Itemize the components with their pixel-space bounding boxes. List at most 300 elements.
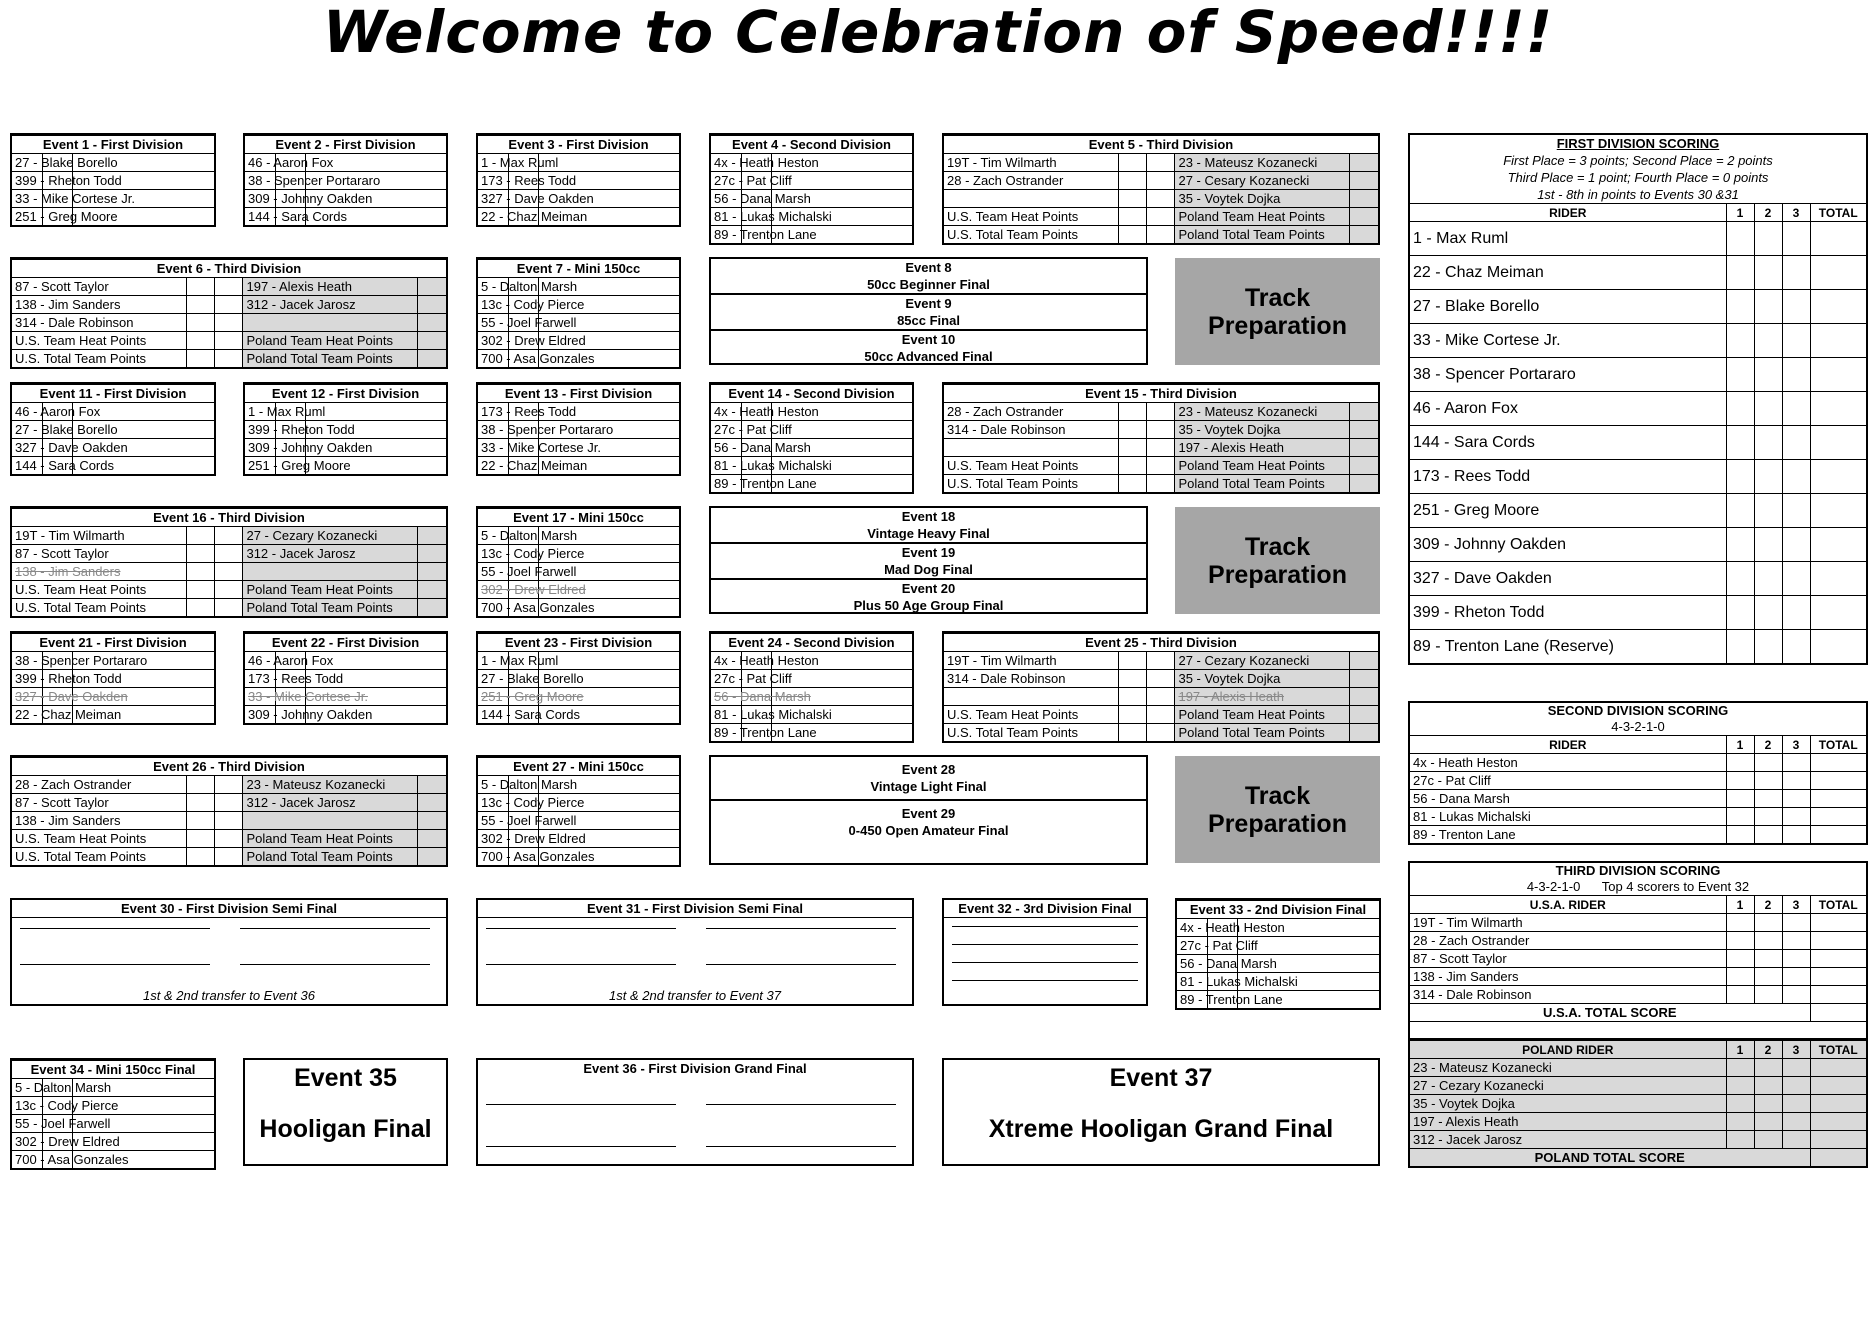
finals-stack-s1 [709, 257, 1148, 365]
points-cell[interactable] [1782, 256, 1810, 290]
column-header: TOTAL [1810, 736, 1866, 754]
score-cell[interactable] [1119, 190, 1147, 208]
points-cell[interactable] [1810, 324, 1866, 358]
poland-rider-cell: Poland Total Team Points [1175, 475, 1350, 493]
points-cell[interactable] [1782, 528, 1810, 562]
event-box-e2 [243, 133, 448, 227]
us-rider-cell [944, 688, 1119, 706]
points-cell[interactable] [1754, 790, 1782, 808]
rider-cell: 302 - Drew Eldred [478, 332, 508, 350]
points-cell[interactable] [1782, 460, 1810, 494]
score-cell[interactable] [1350, 208, 1378, 226]
score-cell[interactable] [187, 848, 215, 866]
points-cell[interactable] [1754, 932, 1782, 950]
score-cell[interactable] [1119, 724, 1147, 742]
points-cell[interactable] [1810, 630, 1866, 664]
score-cell[interactable] [418, 812, 446, 830]
points-cell[interactable] [1782, 596, 1810, 630]
points-cell[interactable] [1726, 222, 1754, 256]
points-cell[interactable] [1726, 808, 1754, 826]
event-title: Event 1 - First Division [12, 136, 214, 154]
score-cell[interactable] [1237, 937, 1379, 955]
points-cell[interactable] [1754, 968, 1782, 986]
points-cell[interactable] [1782, 392, 1810, 426]
points-cell[interactable] [1754, 808, 1782, 826]
rider-cell: 173 - Rees Todd [478, 403, 508, 421]
poland-total-score-value[interactable] [1810, 1149, 1866, 1167]
points-cell[interactable] [1754, 290, 1782, 324]
points-cell[interactable] [1754, 256, 1782, 290]
points-cell[interactable] [1810, 1095, 1866, 1113]
us-rider-cell: U.S. Total Team Points [12, 599, 187, 617]
score-cell[interactable] [1147, 670, 1175, 688]
score-cell[interactable] [1119, 208, 1147, 226]
points-cell[interactable] [1726, 932, 1754, 950]
blank-line[interactable] [20, 928, 210, 929]
column-header: 3 [1782, 736, 1810, 754]
score-cell[interactable] [1147, 172, 1175, 190]
points-cell[interactable] [1810, 358, 1866, 392]
track-preparation-block: Track Preparation [1175, 756, 1380, 863]
final-event-number: Event 18 [901, 509, 956, 524]
points-cell[interactable] [1782, 290, 1810, 324]
points-cell[interactable] [1810, 426, 1866, 460]
points-cell[interactable] [1726, 1095, 1754, 1113]
score-cell[interactable] [215, 794, 243, 812]
rider-cell: 22 - Chaz Meiman [12, 706, 42, 724]
rider-cell: 700 - Asa Gonzales [478, 848, 508, 866]
event-title: Event 34 - Mini 150cc Final [12, 1061, 214, 1079]
blank-line[interactable] [20, 964, 210, 965]
score-cell[interactable] [187, 314, 215, 332]
points-cell[interactable] [1754, 494, 1782, 528]
score-cell[interactable] [1119, 172, 1147, 190]
points-cell[interactable] [1782, 932, 1810, 950]
score-cell[interactable] [1350, 439, 1378, 457]
points-cell[interactable] [1726, 1113, 1754, 1131]
points-cell[interactable] [1782, 986, 1810, 1004]
event-box-e1 [10, 133, 216, 227]
score-cell[interactable] [1147, 439, 1175, 457]
rider-cell: 4x - Heath Heston [711, 652, 741, 670]
points-cell[interactable] [1810, 460, 1866, 494]
blank-line[interactable] [952, 926, 1138, 927]
points-cell[interactable] [1726, 426, 1754, 460]
score-cell[interactable] [1350, 457, 1378, 475]
points-cell[interactable] [1754, 1059, 1782, 1077]
page-title: Welcome to Celebration of Speed!!!! [322, 0, 1554, 66]
score-cell[interactable] [418, 278, 446, 296]
score-cell[interactable] [187, 332, 215, 350]
final-event-number: Event 10 [901, 332, 956, 347]
score-cell[interactable] [1147, 403, 1175, 421]
points-cell[interactable] [1754, 914, 1782, 932]
us-rider-cell: 138 - Jim Sanders [12, 296, 187, 314]
points-cell[interactable] [1810, 1059, 1866, 1077]
blank-line[interactable] [952, 962, 1138, 963]
points-cell[interactable] [1782, 754, 1810, 772]
final-event-number: Event 9 [905, 296, 952, 311]
points-cell[interactable] [1782, 914, 1810, 932]
blank-line[interactable] [486, 928, 676, 929]
score-cell[interactable] [187, 581, 215, 599]
points-cell[interactable] [1726, 1131, 1754, 1149]
points-cell[interactable] [1726, 630, 1754, 664]
score-cell[interactable] [418, 599, 446, 617]
points-cell[interactable] [1754, 986, 1782, 1004]
score-cell[interactable] [1119, 688, 1147, 706]
scoring-rider-cell: 23 - Mateusz Kozanecki [1410, 1059, 1726, 1077]
points-cell[interactable] [1754, 1113, 1782, 1131]
score-cell[interactable] [187, 527, 215, 545]
points-cell[interactable] [1810, 790, 1866, 808]
blank-line[interactable] [706, 1146, 896, 1147]
points-cell[interactable] [1810, 1131, 1866, 1149]
score-cell[interactable] [187, 350, 215, 368]
points-cell[interactable] [1726, 324, 1754, 358]
points-cell[interactable] [1810, 914, 1866, 932]
us-rider-cell: 28 - Zach Ostrander [944, 172, 1119, 190]
blank-line[interactable] [486, 1104, 676, 1105]
final-event [711, 508, 1146, 544]
points-cell[interactable] [1726, 826, 1754, 844]
score-cell[interactable] [771, 172, 912, 190]
rider-cell: 27c - Pat Cliff [711, 172, 741, 190]
points-cell[interactable] [1754, 1077, 1782, 1095]
score-cell[interactable] [771, 670, 912, 688]
points-cell[interactable] [1810, 392, 1866, 426]
points-cell[interactable] [1782, 790, 1810, 808]
score-cell[interactable] [187, 296, 215, 314]
rider-cell: 56 - Dana Marsh [711, 688, 741, 706]
event-box-e14 [709, 382, 914, 494]
score-cell[interactable] [1147, 724, 1175, 742]
points-cell[interactable] [1726, 256, 1754, 290]
score-cell[interactable] [418, 581, 446, 599]
score-cell[interactable] [1147, 706, 1175, 724]
score-cell[interactable] [1147, 475, 1175, 493]
score-cell[interactable] [187, 278, 215, 296]
points-cell[interactable] [1754, 392, 1782, 426]
points-cell[interactable] [1726, 1059, 1754, 1077]
scoring-rider-cell: 144 - Sara Cords [1410, 426, 1726, 460]
points-cell[interactable] [1726, 290, 1754, 324]
score-cell[interactable] [418, 314, 446, 332]
blank-line[interactable] [706, 928, 896, 929]
score-cell[interactable] [418, 848, 446, 866]
blank-line[interactable] [706, 964, 896, 965]
score-cell[interactable] [418, 794, 446, 812]
score-cell[interactable] [1350, 172, 1378, 190]
score-cell[interactable] [187, 545, 215, 563]
final-event-name: 50cc Advanced Final [864, 349, 993, 364]
points-cell[interactable] [1726, 950, 1754, 968]
score-cell[interactable] [1119, 439, 1147, 457]
score-cell[interactable] [215, 563, 243, 581]
score-cell[interactable] [1350, 403, 1378, 421]
score-cell[interactable] [1350, 688, 1378, 706]
event-box-e36 [476, 1058, 914, 1166]
spacer [1410, 1021, 1866, 1040]
score-cell[interactable] [1147, 652, 1175, 670]
points-cell[interactable] [1726, 1077, 1754, 1095]
points-cell[interactable] [1726, 392, 1754, 426]
event-title: Event 30 - First Division Semi Final [12, 900, 446, 918]
points-cell[interactable] [1726, 528, 1754, 562]
blank-line[interactable] [240, 928, 430, 929]
points-cell[interactable] [1726, 772, 1754, 790]
rider-cell: 327 - Dave Oakden [478, 190, 508, 208]
score-cell[interactable] [215, 581, 243, 599]
score-cell[interactable] [1147, 190, 1175, 208]
score-cell[interactable] [215, 812, 243, 830]
scoring-rider-cell: 27 - Blake Borello [1410, 290, 1726, 324]
rider-cell: 89 - Trenton Lane [711, 226, 741, 244]
score-cell[interactable] [1350, 475, 1378, 493]
points-cell[interactable] [1726, 968, 1754, 986]
score-cell[interactable] [771, 421, 912, 439]
scoring-rider-cell: 22 - Chaz Meiman [1410, 256, 1726, 290]
points-cell[interactable] [1810, 256, 1866, 290]
score-cell[interactable] [1350, 724, 1378, 742]
scoring-rider-cell: 28 - Zach Ostrander [1410, 932, 1726, 950]
points-cell[interactable] [1810, 1077, 1866, 1095]
points-cell[interactable] [1726, 914, 1754, 932]
score-cell[interactable] [215, 278, 243, 296]
points-cell[interactable] [1754, 460, 1782, 494]
points-cell[interactable] [1810, 596, 1866, 630]
score-cell[interactable] [1350, 154, 1378, 172]
points-cell[interactable] [1782, 1113, 1810, 1131]
score-cell[interactable] [418, 830, 446, 848]
third-division-scoring [1408, 861, 1868, 1168]
column-header: TOTAL [1810, 204, 1866, 222]
points-cell[interactable] [1726, 460, 1754, 494]
event-title: Event 36 - First Division Grand Final [583, 1061, 807, 1076]
blank-line[interactable] [486, 964, 676, 965]
points-cell[interactable] [1782, 562, 1810, 596]
points-cell[interactable] [1810, 494, 1866, 528]
score-cell[interactable] [1147, 688, 1175, 706]
transfer-note: 1st & 2nd transfer to Event 36 [143, 988, 315, 1003]
score-cell[interactable] [1350, 226, 1378, 244]
points-cell[interactable] [1726, 754, 1754, 772]
score-cell[interactable] [215, 599, 243, 617]
points-cell[interactable] [1782, 324, 1810, 358]
rider-cell: 89 - Trenton Lane [711, 475, 741, 493]
us-rider-cell [944, 190, 1119, 208]
score-cell[interactable] [215, 527, 243, 545]
score-cell[interactable] [538, 652, 679, 670]
poland-rider-cell: 197 - Alexis Heath [1175, 688, 1350, 706]
rider-cell: 700 - Asa Gonzales [478, 350, 508, 368]
column-header: 3 [1782, 896, 1810, 914]
score-cell[interactable] [1119, 154, 1147, 172]
points-cell[interactable] [1782, 808, 1810, 826]
points-cell[interactable] [1754, 630, 1782, 664]
score-cell[interactable] [1119, 670, 1147, 688]
blank-line[interactable] [952, 944, 1138, 945]
score-cell[interactable] [418, 332, 446, 350]
points-cell[interactable] [1754, 1095, 1782, 1113]
poland-rider-cell: Poland Total Team Points [1175, 724, 1350, 742]
points-cell[interactable] [1782, 968, 1810, 986]
us-rider-cell: 314 - Dale Robinson [944, 421, 1119, 439]
score-cell[interactable] [1147, 208, 1175, 226]
points-cell[interactable] [1782, 1059, 1810, 1077]
score-cell[interactable] [1147, 226, 1175, 244]
score-cell[interactable] [187, 830, 215, 848]
rider-cell: 4x - Heath Heston [711, 403, 741, 421]
score-cell[interactable] [1350, 190, 1378, 208]
score-cell[interactable] [418, 350, 446, 368]
score-cell[interactable] [1119, 421, 1147, 439]
rider-cell: 33 - Mike Cortese Jr. [12, 190, 42, 208]
points-cell[interactable] [1782, 358, 1810, 392]
rider-cell: 13c - Cody Pierce [478, 296, 508, 314]
score-cell[interactable] [187, 794, 215, 812]
points-cell[interactable] [1810, 932, 1866, 950]
points-cell[interactable] [1782, 494, 1810, 528]
score-cell[interactable] [1119, 226, 1147, 244]
scoring-rider-cell: 314 - Dale Robinson [1410, 986, 1726, 1004]
blank-line[interactable] [486, 1146, 676, 1147]
points-cell[interactable] [1726, 494, 1754, 528]
points-cell[interactable] [1782, 1077, 1810, 1095]
points-cell[interactable] [1754, 596, 1782, 630]
points-cell[interactable] [1782, 826, 1810, 844]
column-header: TOTAL [1810, 896, 1866, 914]
scoring-rider-cell: 197 - Alexis Heath [1410, 1113, 1726, 1131]
score-cell[interactable] [215, 830, 243, 848]
poland-rider-cell: 312 - Jacek Jarosz [243, 296, 418, 314]
points-cell[interactable] [1726, 562, 1754, 596]
points-cell[interactable] [1754, 772, 1782, 790]
blank-line[interactable] [240, 964, 430, 965]
score-cell[interactable] [215, 776, 243, 794]
blank-line[interactable] [706, 1104, 896, 1105]
score-cell[interactable] [1350, 670, 1378, 688]
score-cell[interactable] [215, 296, 243, 314]
event-title: Event 23 - First Division [478, 634, 679, 652]
score-cell[interactable] [215, 350, 243, 368]
column-header: 1 [1726, 204, 1754, 222]
score-cell[interactable] [1119, 706, 1147, 724]
points-cell[interactable] [1782, 1131, 1810, 1149]
points-cell[interactable] [1782, 630, 1810, 664]
rider-cell: 89 - Trenton Lane [711, 724, 741, 742]
score-cell[interactable] [187, 599, 215, 617]
score-cell[interactable] [1119, 403, 1147, 421]
event-box-e33 [1175, 898, 1381, 1010]
points-cell[interactable] [1754, 562, 1782, 596]
points-cell[interactable] [1754, 1131, 1782, 1149]
points-cell[interactable] [1810, 290, 1866, 324]
points-cell[interactable] [1754, 324, 1782, 358]
points-cell[interactable] [1782, 772, 1810, 790]
usa-total-score-value[interactable] [1810, 1004, 1866, 1022]
points-cell[interactable] [1810, 1113, 1866, 1131]
score-cell[interactable] [418, 527, 446, 545]
final-event [711, 295, 1146, 331]
points-cell[interactable] [1810, 808, 1866, 826]
score-cell[interactable] [215, 848, 243, 866]
points-cell[interactable] [1754, 358, 1782, 392]
points-cell[interactable] [1754, 222, 1782, 256]
us-rider-cell: U.S. Total Team Points [944, 724, 1119, 742]
score-cell[interactable] [187, 776, 215, 794]
score-cell[interactable] [1350, 421, 1378, 439]
us-rider-cell: 28 - Zach Ostrander [12, 776, 187, 794]
points-cell[interactable] [1810, 968, 1866, 986]
column-header: 1 [1726, 896, 1754, 914]
us-rider-cell: 19T - Tim Wilmarth [12, 527, 187, 545]
points-cell[interactable] [1810, 950, 1866, 968]
score-cell[interactable] [418, 545, 446, 563]
score-cell[interactable] [215, 332, 243, 350]
score-cell[interactable] [187, 812, 215, 830]
score-cell[interactable] [187, 563, 215, 581]
score-cell[interactable] [1147, 154, 1175, 172]
rider-cell: 38 - Spencer Portararo [245, 172, 275, 190]
score-cell[interactable] [1119, 475, 1147, 493]
score-cell[interactable] [215, 545, 243, 563]
poland-rider-cell: 23 - Mateusz Kozanecki [243, 776, 418, 794]
score-cell[interactable] [215, 314, 243, 332]
blank-line[interactable] [952, 980, 1138, 981]
score-cell[interactable] [305, 403, 446, 421]
score-cell[interactable] [418, 296, 446, 314]
score-cell[interactable] [418, 776, 446, 794]
points-cell[interactable] [1782, 222, 1810, 256]
score-cell[interactable] [1119, 652, 1147, 670]
score-cell[interactable] [418, 563, 446, 581]
points-cell[interactable] [1810, 772, 1866, 790]
points-cell[interactable] [1782, 950, 1810, 968]
score-cell[interactable] [1350, 706, 1378, 724]
points-cell[interactable] [1810, 562, 1866, 596]
points-cell[interactable] [1782, 426, 1810, 460]
event-box-e26 [10, 755, 448, 867]
score-cell[interactable] [538, 154, 679, 172]
scoring-rider-cell: 251 - Greg Moore [1410, 494, 1726, 528]
points-cell[interactable] [1726, 358, 1754, 392]
points-cell[interactable] [1810, 986, 1866, 1004]
points-cell[interactable] [1726, 986, 1754, 1004]
points-cell[interactable] [1754, 426, 1782, 460]
poland-rider-cell: 35 - Voytek Dojka [1175, 670, 1350, 688]
points-cell[interactable] [1754, 950, 1782, 968]
points-cell[interactable] [1754, 754, 1782, 772]
points-cell[interactable] [1754, 528, 1782, 562]
second-division-scoring [1408, 701, 1868, 845]
score-cell[interactable] [1147, 421, 1175, 439]
points-cell[interactable] [1726, 790, 1754, 808]
points-cell[interactable] [1810, 754, 1866, 772]
score-cell[interactable] [1147, 457, 1175, 475]
rider-cell: 46 - Aaron Fox [245, 652, 275, 670]
score-cell[interactable] [1350, 652, 1378, 670]
score-cell[interactable] [1119, 457, 1147, 475]
points-cell[interactable] [1810, 222, 1866, 256]
points-cell[interactable] [1810, 528, 1866, 562]
points-cell[interactable] [1754, 826, 1782, 844]
points-cell[interactable] [1810, 826, 1866, 844]
points-cell[interactable] [1726, 596, 1754, 630]
points-cell[interactable] [1782, 1095, 1810, 1113]
event-box-e5 [942, 133, 1380, 245]
scoring-rider-cell: 312 - Jacek Jarosz [1410, 1131, 1726, 1149]
